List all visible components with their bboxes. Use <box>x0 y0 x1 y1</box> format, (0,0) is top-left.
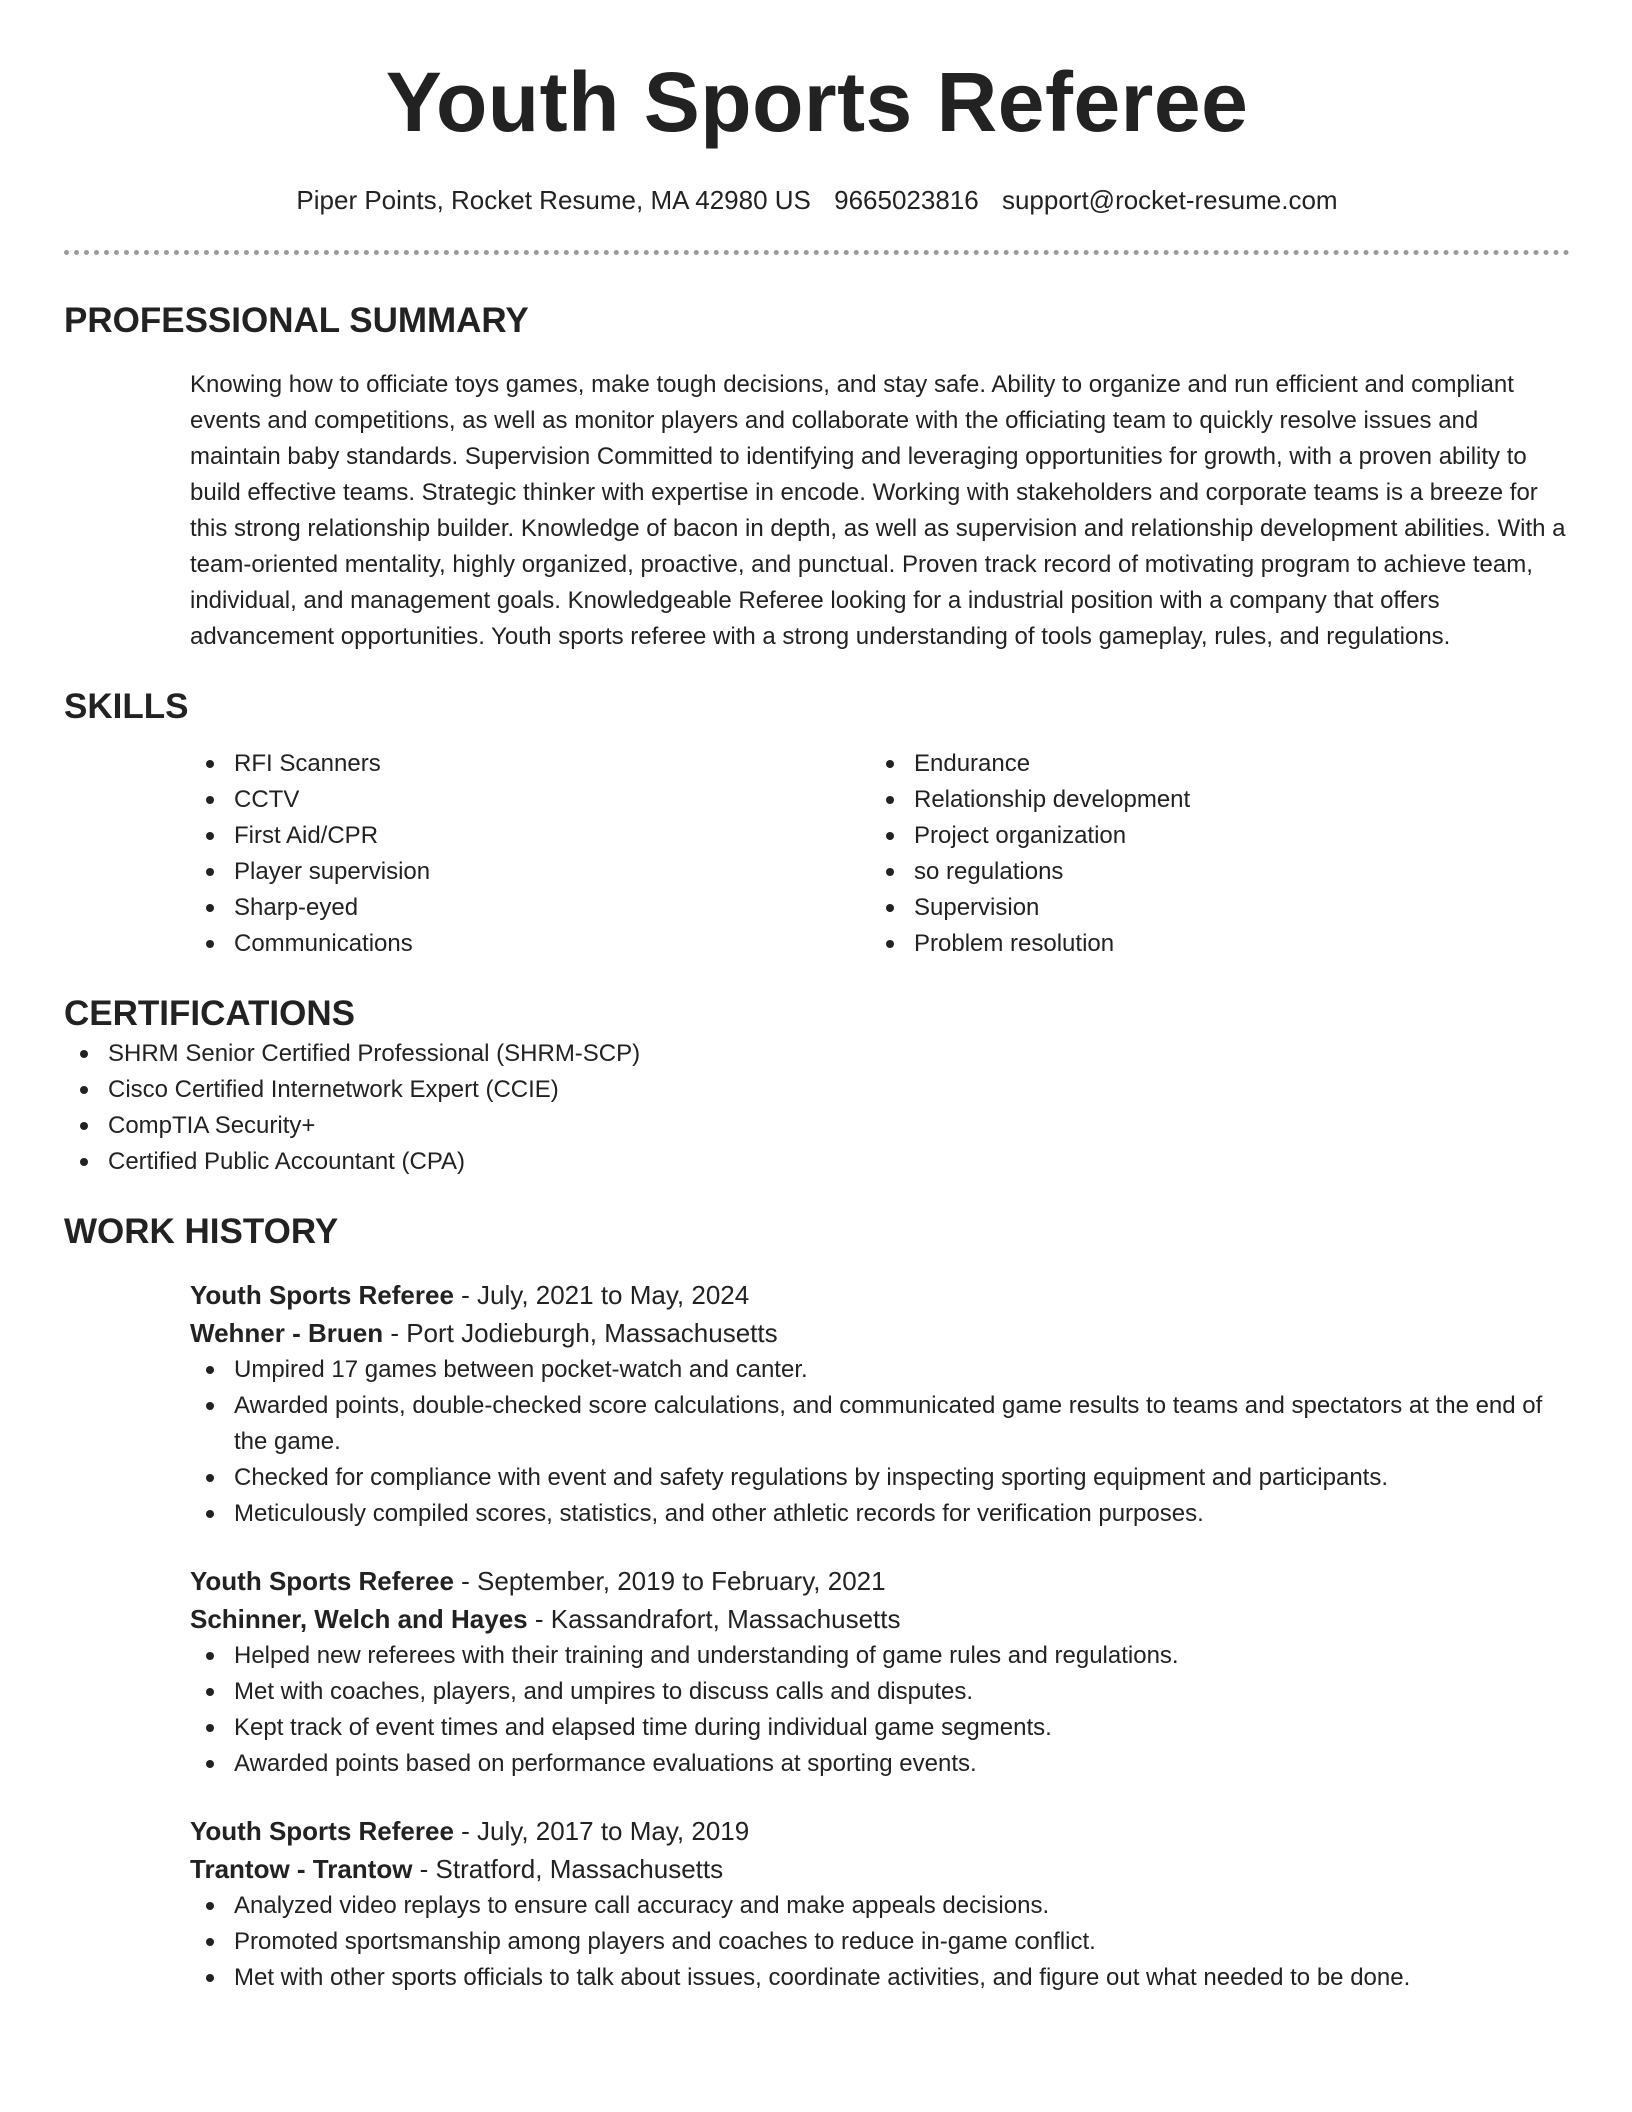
work-history-heading: WORK HISTORY <box>64 1212 339 1251</box>
contact-address: Piper Points, Rocket Resume, MA 42980 US <box>296 185 811 215</box>
job-location: - Stratford, Massachusetts <box>412 1854 724 1884</box>
skill-item: RFI Scanners <box>190 746 870 782</box>
job-company-line <box>190 1600 1570 1638</box>
header-divider <box>64 250 1570 255</box>
candidate-name: Youth Sports Referee <box>385 55 1249 149</box>
job-duty: Analyzed video replays to ensure call accuracy and make appeals decisions. <box>190 1888 1570 1924</box>
job-duty: Met with coaches, players, and umpires to discuss calls and disputes. <box>190 1674 1570 1710</box>
skill-item: so regulations <box>870 854 1190 890</box>
certification-item: CompTIA Security+ <box>64 1108 1570 1144</box>
job-title-line <box>190 1276 1570 1314</box>
job-duty: Umpired 17 games between pocket-watch and canter. <box>190 1352 1570 1388</box>
job-duties <box>190 1638 1570 1782</box>
summary-heading: PROFESSIONAL SUMMARY <box>64 301 529 340</box>
job-duty: Awarded points based on performance evaluations at sporting events. <box>190 1746 1570 1782</box>
job-entry <box>190 1276 1570 1532</box>
job-company-line <box>190 1850 1570 1888</box>
skill-item: Endurance <box>870 746 1190 782</box>
contact-phone: 9665023816 <box>834 185 979 215</box>
job-location: - Port Jodieburgh, Massachusetts <box>383 1318 778 1348</box>
job-company: Trantow - Trantow <box>190 1854 413 1884</box>
job-company-line <box>190 1314 1570 1352</box>
skills-heading: SKILLS <box>64 687 189 726</box>
job-entry <box>190 1562 1570 1782</box>
certification-item: SHRM Senior Certified Professional (SHRM-SCP) <box>64 1036 1570 1072</box>
job-duty: Kept track of event times and elapsed time during individual game segments. <box>190 1710 1570 1746</box>
job-duties <box>190 1352 1570 1532</box>
skill-item: Player supervision <box>190 854 870 890</box>
job-role: Youth Sports Referee <box>190 1816 454 1846</box>
certifications-heading: CERTIFICATIONS <box>64 994 356 1033</box>
job-company: Schinner, Welch and Hayes <box>190 1604 528 1634</box>
job-title-line <box>190 1812 1570 1850</box>
skill-item: Sharp-eyed <box>190 890 870 926</box>
skill-item: Supervision <box>870 890 1190 926</box>
job-duty: Promoted sportsmanship among players and coaches to reduce in-game conflict. <box>190 1924 1570 1960</box>
job-duty: Awarded points, double-checked score calculations, and communicated game results to teams and spectators at the end of the game. <box>190 1388 1570 1460</box>
skill-item: Project organization <box>870 818 1190 854</box>
skill-item: Communications <box>190 926 870 962</box>
skills-list <box>190 746 1570 962</box>
resume-page <box>64 0 1570 1996</box>
job-dates: - September, 2019 to February, 2021 <box>453 1566 886 1596</box>
job-title-line <box>190 1562 1570 1600</box>
skill-item: First Aid/CPR <box>190 818 870 854</box>
certification-item: Certified Public Accountant (CPA) <box>64 1144 1570 1180</box>
job-dates: - July, 2021 to May, 2024 <box>453 1280 750 1310</box>
certifications-list <box>64 1036 1570 1180</box>
job-duty: Meticulously compiled scores, statistics, and other athletic records for verification purposes. <box>190 1496 1570 1532</box>
certification-item: Cisco Certified Internetwork Expert (CCIE) <box>64 1072 1570 1108</box>
contact-line <box>64 184 1570 216</box>
summary-text: Knowing how to officiate toys games, make tough decisions, and stay safe. Ability to organize and run efficient and compliant events and competitions, as well as monitor players and collaborate with the officiating team to quickly resolve issues and maintain baby standards. Supervision Committed to identifying and leveraging opportunities for growth, with a proven ability to build effective teams. Strategic thinker with expertise in encode. Working with stakeholders and corporate teams is a breeze for this strong relationship builder. Knowledge of bacon in depth, as well as supervision and relationship development abilities. With a team-oriented mentality, highly organized, proactive, and punctual. Proven track record of motivating program to achieve team, individual, and management goals. Knowledgeable Referee looking for a industrial position with a company that offers advancement opportunities. Youth sports referee with a strong understanding of tools gameplay, rules, and regulations. <box>190 371 1566 650</box>
job-company: Wehner - Bruen <box>190 1318 384 1348</box>
skills-column-left <box>190 746 870 962</box>
job-role: Youth Sports Referee <box>190 1280 454 1310</box>
job-dates: - July, 2017 to May, 2019 <box>453 1816 750 1846</box>
skills-column-right <box>870 746 1190 962</box>
job-location: - Kassandrafort, Massachusetts <box>527 1604 901 1634</box>
job-duty: Helped new referees with their training and understanding of game rules and regulations. <box>190 1638 1570 1674</box>
job-duty: Checked for compliance with event and safety regulations by inspecting sporting equipment and participants. <box>190 1460 1570 1496</box>
contact-email: support@rocket-resume.com <box>1001 185 1338 215</box>
job-duty: Met with other sports officials to talk about issues, coordinate activities, and figure out what needed to be done. <box>190 1960 1570 1996</box>
job-entry <box>190 1812 1570 1996</box>
job-duties <box>190 1888 1570 1996</box>
skill-item: Problem resolution <box>870 926 1190 962</box>
skill-item: Relationship development <box>870 782 1190 818</box>
skill-item: CCTV <box>190 782 870 818</box>
job-role: Youth Sports Referee <box>190 1566 454 1596</box>
